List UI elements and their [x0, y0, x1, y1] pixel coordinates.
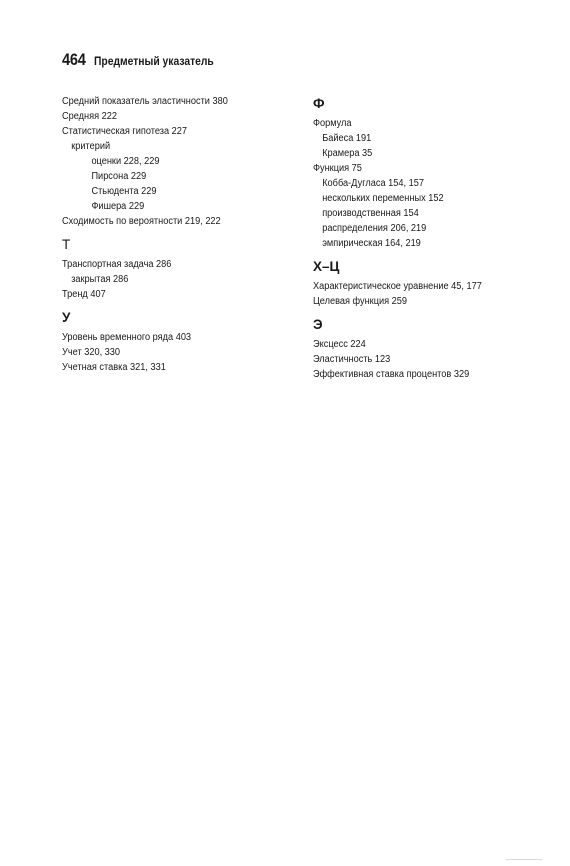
index-subentry: закрытая 286: [71, 274, 129, 285]
index-column-right: [313, 94, 543, 382]
index-column-left: [62, 94, 292, 375]
index-entry: Формула: [313, 118, 352, 129]
page-header: [62, 50, 234, 70]
index-subentry: Стьюдента 229: [91, 186, 157, 197]
index-subentry: распределения 206, 219: [322, 223, 427, 234]
index-subentry: Кобба-Дугласа 154, 157: [322, 178, 424, 189]
index-subentry: производственная 154: [322, 208, 419, 219]
index-subentry: Фишера 229: [91, 201, 145, 212]
index-subentry: Крамера 35: [322, 148, 373, 159]
section-letter: Ф: [313, 96, 325, 111]
section-letter: Х–Ц: [313, 259, 340, 274]
index-entry: Статистическая гипотеза 227: [62, 126, 188, 137]
index-subentry: Байеса 191: [322, 133, 372, 144]
running-title: Предметный указатель: [94, 54, 215, 68]
index-entry: Эластичность 123: [313, 354, 391, 365]
index-subentry: критерий: [71, 141, 111, 152]
index-entry: Сходимость по вероятности 219, 222: [62, 216, 221, 227]
index-entry: Целевая функция 259: [313, 296, 408, 307]
index-subentry: эмпирическая 164, 219: [322, 238, 421, 249]
section-letter: Э: [313, 317, 323, 332]
index-entry: Средний показатель эластичности 380: [62, 96, 228, 107]
index-entry: Учет 320, 330: [62, 347, 121, 358]
index-entry: Уровень временного ряда 403: [62, 332, 192, 343]
scan-edge-mark: [506, 859, 542, 860]
index-entry: Эксцесс 224: [313, 339, 366, 350]
index-entry: Характеристическое уравнение 45, 177: [313, 281, 482, 292]
index-entry: Средняя 222: [62, 111, 117, 122]
index-entry: Эффективная ставка процентов 329: [313, 369, 470, 380]
page-number: 464: [62, 50, 86, 69]
section-letter: У: [62, 310, 71, 325]
index-entry: Тренд 407: [62, 289, 106, 300]
index-entry: Транспортная задача 286: [62, 259, 172, 270]
index-entry: Учетная ставка 321, 331: [62, 362, 166, 373]
index-entry: Функция 75: [313, 163, 362, 174]
index-subentry: нескольких переменных 152: [322, 193, 444, 204]
section-letter: Т: [62, 237, 71, 252]
index-subentry: оценки 228, 229: [91, 156, 160, 167]
index-subentry: Пирсона 229: [91, 171, 147, 182]
